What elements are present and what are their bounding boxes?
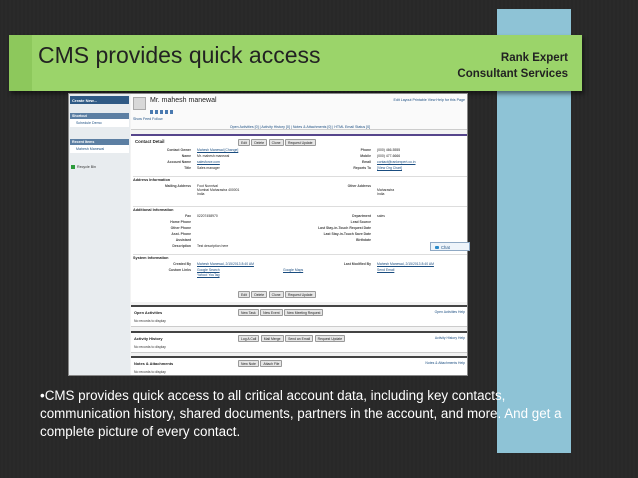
sidebar-recent-header: Recent Items xyxy=(70,139,129,145)
field-value-phone: (000) 466-5555 xyxy=(377,148,401,152)
related-list-title: Activity History xyxy=(134,336,163,341)
company-name xyxy=(457,50,568,82)
activity-history-list xyxy=(131,331,468,353)
field-value-modified-by[interactable]: Mahesh Manewal, 2/15/2013 8:40 AM xyxy=(377,262,434,266)
field-label: Phone xyxy=(360,148,371,152)
related-list-title: Notes & Attachments xyxy=(134,361,174,366)
field-value-description: Test description here xyxy=(197,244,229,248)
crm-screenshot xyxy=(68,93,468,376)
address-section-header[interactable]: Address Information xyxy=(133,176,467,182)
follow-bar[interactable]: Show Feed Follow xyxy=(133,117,163,121)
contact-header xyxy=(131,94,468,130)
field-value-mailing-address: Foot Nunnival Mumbai Maharastra 400001 India xyxy=(197,184,240,196)
related-help-link[interactable]: Notes & Attachments Help xyxy=(425,361,465,365)
related-button-row xyxy=(238,309,323,316)
slide-title: CMS provides quick access xyxy=(38,42,321,68)
field-label: Home Phone xyxy=(170,220,191,224)
field-label: Name xyxy=(181,154,191,158)
mail-merge-button[interactable]: Mail Merge xyxy=(261,335,284,342)
field-label: Birthdate xyxy=(356,238,371,242)
field-label: Last Modified By xyxy=(343,262,371,266)
new-meeting-request-button[interactable]: New Meeting Request xyxy=(284,309,323,316)
field-value-owner[interactable]: Mahesh Manewal [Change] xyxy=(197,148,239,152)
empty-message: No records to display xyxy=(134,345,166,349)
chat-button[interactable] xyxy=(430,242,470,251)
field-label: Description xyxy=(172,244,191,248)
field-row xyxy=(131,244,468,250)
additional-section-header[interactable]: Additional Information xyxy=(133,206,467,212)
field-value-email[interactable]: contact@rankexpert.co.in xyxy=(377,160,416,164)
field-label: Asst. Phone xyxy=(171,232,191,236)
chat-icon xyxy=(435,246,439,249)
request-update-button[interactable]: Request Update xyxy=(285,139,316,146)
field-label: Last Stay-in-Touch Save Date xyxy=(323,232,371,236)
slide-body-text: •CMS provides quick access to all critical account data, including key contacts, communication history, shared documents, partners in the account, and more. And get a complete picture of every contact. xyxy=(40,388,562,439)
clone-button[interactable]: Clone xyxy=(269,139,284,146)
field-label: Account Name xyxy=(167,160,191,164)
related-help-link[interactable]: Activity History Help xyxy=(434,336,465,340)
log-a-call-button[interactable]: Log A Call xyxy=(238,335,259,342)
custom-link-yahoo[interactable]: Yahoo! YouTag xyxy=(197,273,220,277)
contact-detail-title: Contact Detail xyxy=(135,139,165,144)
related-button-row xyxy=(238,335,345,342)
contact-avatar-icon xyxy=(133,97,146,110)
field-value-department: sales xyxy=(377,214,385,218)
field-value-fax: 02207458970 xyxy=(197,214,218,218)
header-links[interactable]: Edit Layout Printable View Help for this Page xyxy=(393,98,465,102)
field-label: Custom Links xyxy=(168,268,191,272)
field-value-created-by[interactable]: Mahesh Manewal, 2/15/2013 8:40 AM xyxy=(197,262,254,266)
chat-label: Chat xyxy=(441,245,450,250)
field-label: Created By xyxy=(173,262,191,266)
field-value-other-address: Maharastra India xyxy=(377,188,395,196)
field-label: Other Address xyxy=(347,184,371,188)
field-label: Last Stay-in-Touch Request Date xyxy=(318,226,371,230)
delete-button-bottom[interactable]: Delete xyxy=(251,291,267,298)
sidebar-shortcut-header: Shortcut xyxy=(70,113,129,119)
crm-main xyxy=(131,94,468,376)
sidebar-recent-body xyxy=(70,145,129,153)
related-button-row xyxy=(238,360,282,367)
custom-link-send-email[interactable]: Send Email xyxy=(377,268,395,272)
field-label: Title xyxy=(184,166,191,170)
field-label: Assistant xyxy=(175,238,191,242)
edit-button[interactable]: Edit xyxy=(238,139,250,146)
address-row xyxy=(131,184,468,200)
field-label: Fax xyxy=(185,214,191,218)
field-value-account[interactable]: salesforce.com xyxy=(197,160,220,164)
related-help-link[interactable]: Open Activities Help xyxy=(434,310,465,314)
field-label: Contact Owner xyxy=(166,148,191,152)
detail-button-row xyxy=(238,139,316,146)
contact-detail-panel xyxy=(131,134,468,302)
edit-button-bottom[interactable]: Edit xyxy=(238,291,250,298)
field-value-title: Sales manager xyxy=(197,166,220,170)
field-label: Reports To xyxy=(353,166,371,170)
field-row xyxy=(131,166,468,172)
recycle-bin-link[interactable] xyxy=(71,165,127,171)
field-label: Mobile xyxy=(360,154,371,158)
sidebar-item-recent-contact[interactable]: Mahesh Manewal xyxy=(76,147,105,151)
recycle-bin-label: Recycle Bin xyxy=(77,165,96,169)
field-value-mobile: (000) 477-6666 xyxy=(377,154,401,158)
company-line-2: Consultant Services xyxy=(457,68,568,80)
field-label: Mailing Address xyxy=(164,184,191,188)
title-bar-edge xyxy=(9,35,32,91)
field-label: Other Phone xyxy=(170,226,191,230)
bottom-button-row xyxy=(238,291,316,298)
recycle-bin-icon xyxy=(71,165,75,169)
new-task-button[interactable]: New Task xyxy=(238,309,259,316)
custom-link-google-search[interactable]: Google Search xyxy=(197,268,220,272)
new-event-button[interactable]: New Event xyxy=(260,309,282,316)
notes-attachments-list xyxy=(131,356,468,376)
system-section-header[interactable]: System Information xyxy=(133,254,467,260)
crm-sidebar xyxy=(69,94,130,376)
attach-file-button[interactable]: Attach File xyxy=(260,360,282,367)
send-email-button[interactable]: Send an Email xyxy=(285,335,313,342)
open-activities-list xyxy=(131,305,468,327)
clone-button-bottom[interactable]: Clone xyxy=(269,291,284,298)
custom-link-google-maps[interactable]: Google Maps xyxy=(283,268,304,272)
empty-message: No records to display xyxy=(134,319,166,323)
field-label: Lead Source xyxy=(350,220,371,224)
empty-message: No records to display xyxy=(134,370,166,374)
delete-button[interactable]: Delete xyxy=(251,139,267,146)
field-value-name: Mr. mahesh manewal xyxy=(197,154,230,158)
related-list-links[interactable]: Open Activities [0] | Activity History [0] | Notes & Attachments [0] | HTML Email Status [0] xyxy=(229,125,371,129)
company-line-1: Rank Expert xyxy=(500,52,568,64)
sidebar-shortcut-body xyxy=(70,119,129,127)
field-label: Department xyxy=(352,214,371,218)
sidebar-item-schedule-demo[interactable]: Schedule Demo xyxy=(76,121,102,125)
related-list-title: Open Activities xyxy=(134,310,163,315)
create-new-button[interactable]: Create New... xyxy=(70,96,129,104)
field-value-reports-to[interactable]: [View Org Chart] xyxy=(377,166,402,170)
contact-name-heading: Mr. mahesh manewal xyxy=(150,97,217,104)
action-icons[interactable] xyxy=(150,110,174,114)
request-update-related-button[interactable]: Request Update xyxy=(315,335,346,342)
field-label: Email xyxy=(361,160,371,164)
new-note-button[interactable]: New Note xyxy=(238,360,259,367)
custom-links-row xyxy=(131,268,468,278)
request-update-button-bottom[interactable]: Request Update xyxy=(285,291,316,298)
